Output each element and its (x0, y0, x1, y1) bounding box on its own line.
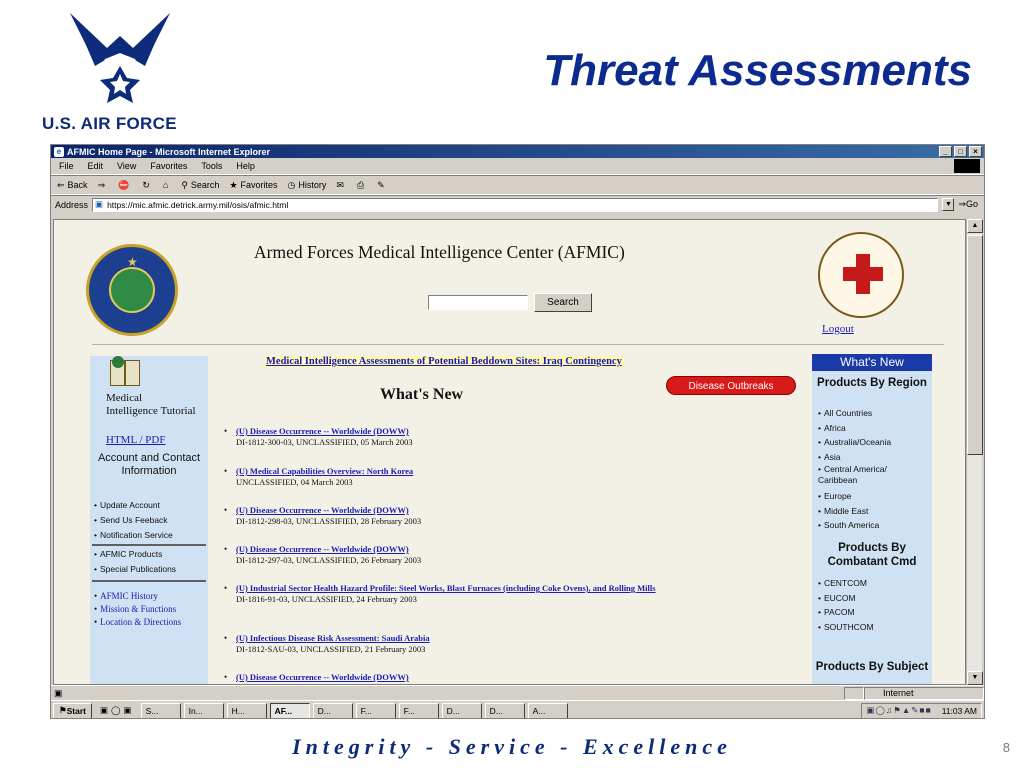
maximize-button[interactable]: □ (954, 146, 967, 157)
window-title: AFMIC Home Page - Microsoft Internet Explorer (67, 146, 271, 157)
news-title-link[interactable]: (U) Medical Capabilities Overview: North Korea (236, 466, 414, 476)
news-meta: DI-1812-SAU-03, UNCLASSIFIED, 21 February 2003 (236, 644, 426, 654)
site-search-input[interactable] (428, 295, 528, 310)
print-button[interactable] (357, 180, 367, 191)
account-item[interactable]: • Update Account (94, 498, 173, 513)
taskbar-button[interactable]: A... (528, 703, 568, 719)
address-label: Address (55, 199, 89, 210)
menu-help[interactable]: Help (236, 161, 255, 171)
region-item[interactable]: • Australia/Oceania (818, 435, 918, 450)
slide-footer: Integrity - Service - Excellence (292, 734, 732, 759)
region-item[interactable]: • Asia (818, 450, 918, 465)
taskbar-button[interactable]: H... (227, 703, 267, 719)
taskbar-button[interactable]: F... (399, 703, 439, 719)
refresh-icon: ↻ (142, 179, 150, 190)
news-meta: DI-1812-298-03, UNCLASSIFIED, 28 February 2003 (236, 516, 422, 526)
news-item (224, 583, 806, 605)
home-icon: ⌂ (162, 180, 169, 190)
news-item (224, 633, 806, 655)
taskbar-button[interactable]: S... (141, 703, 181, 719)
search-toolbar-label: Search (190, 180, 220, 190)
back-arrow-icon: ⇐ (57, 179, 65, 190)
forward-arrow-icon: ⇒ (97, 179, 106, 190)
page-icon: ▣ (95, 199, 104, 209)
news-meta: DI-1812-297-03, UNCLASSIFIED, 26 February 2003 (236, 555, 422, 565)
menu-edit[interactable]: Edit (87, 161, 104, 171)
favorites-button[interactable] (229, 180, 277, 191)
bullet: • (224, 426, 228, 436)
site-title: Armed Forces Medical Intelligence Center (AFMIC) (254, 242, 625, 262)
edit-icon: ✎ (377, 179, 385, 190)
news-title-link[interactable]: (U) Disease Occurrence -- Worldwide (DOWW) (236, 426, 409, 436)
products-list (94, 547, 176, 577)
about-item[interactable]: • AFMIC History (94, 590, 194, 603)
address-url: https://mic.afmic.detrick.army.mil/osis/afmic.html (107, 199, 289, 210)
browser-window (50, 144, 985, 719)
security-zone: Internet (864, 687, 984, 700)
products-item[interactable]: • Special Publications (94, 562, 176, 577)
go-label: Go (965, 199, 978, 209)
region-item[interactable]: • Middle East (818, 504, 918, 519)
menu-file[interactable]: File (59, 161, 74, 171)
command-item[interactable]: • CENTCOM (818, 576, 874, 591)
forward-button[interactable] (98, 180, 109, 191)
dia-seal-icon (86, 244, 178, 336)
about-item[interactable]: • Location & Directions (94, 616, 194, 629)
taskbar-button[interactable]: D... (485, 703, 525, 719)
news-item (224, 505, 806, 527)
stop-icon: ⛔ (118, 179, 130, 190)
system-tray (861, 703, 982, 719)
history-button[interactable] (288, 180, 327, 191)
account-heading: Account and Contact Information (97, 452, 201, 477)
air-force-wings-icon (65, 8, 175, 108)
news-meta: DI-1816-91-03, UNCLASSIFIED, 24 February 2003 (236, 594, 417, 604)
seal-star-icon: ★ (127, 255, 138, 269)
status-page-icon: ▣ (54, 687, 63, 698)
tutorial-title: Medical Intelligence Tutorial (106, 392, 196, 417)
status-bar (51, 685, 984, 700)
news-meta: UNCLASSIFIED, 04 March 2003 (236, 477, 353, 487)
news-title-link[interactable]: (U) Disease Occurrence -- Worldwide (DOWW) (236, 505, 409, 515)
command-item[interactable]: • SOUTHCOM (818, 620, 874, 635)
whats-new-button[interactable]: What's New (812, 354, 932, 371)
site-search-button[interactable]: Search (534, 293, 592, 312)
page-number: 8 (1002, 740, 1010, 755)
region-item[interactable]: • Africa (818, 421, 918, 436)
address-input[interactable] (92, 198, 938, 212)
address-bar (51, 195, 984, 213)
news-item (224, 672, 806, 683)
news-title-link[interactable]: (U) Industrial Sector Health Hazard Profile: Steel Works, Blast Furnaces (including Coke Ovens), and Rolling Mills (236, 583, 656, 593)
sidebar-divider (92, 544, 206, 546)
about-list (94, 590, 194, 629)
combatant-heading: Products By Combatant Cmd (827, 542, 917, 568)
clock: 11:03 AM (941, 705, 977, 716)
divider (92, 344, 944, 345)
vertical-scrollbar[interactable] (966, 219, 982, 685)
region-item[interactable]: • Europe (818, 489, 918, 504)
tray-icons[interactable]: ▣◯♫⚑▲✎■■ (866, 705, 932, 715)
news-title-link[interactable]: (U) Infectious Disease Risk Assessment: Saudi Arabia (236, 633, 430, 643)
bullet: • (224, 544, 228, 554)
region-item[interactable]: • All Countries (818, 406, 918, 421)
history-icon: ◷ (287, 179, 296, 190)
bullet: • (224, 466, 228, 476)
news-item (224, 544, 806, 566)
favorites-icon: ★ (229, 179, 238, 190)
taskbar-button[interactable]: F... (356, 703, 396, 719)
back-button[interactable] (57, 180, 88, 191)
menu-favorites[interactable]: Favorites (150, 161, 188, 171)
close-button[interactable]: × (969, 146, 982, 157)
products-item[interactable]: • AFMIC Products (94, 547, 176, 562)
print-icon: ⎙ (356, 179, 365, 190)
mail-button[interactable] (336, 180, 347, 191)
afmic-seal-icon (818, 232, 904, 318)
lock-icon (844, 687, 864, 700)
seal-globe (109, 267, 155, 313)
menu-view[interactable]: View (117, 161, 137, 171)
search-icon: ⚲ (181, 179, 188, 190)
go-button[interactable] (958, 199, 978, 210)
account-item[interactable]: • Send Us Feeback (94, 513, 173, 528)
bullet: • (224, 672, 228, 682)
address-dropdown-button[interactable]: ▼ (942, 198, 954, 211)
menu-bar (51, 158, 984, 175)
subject-heading: Products By Subject (815, 661, 929, 673)
taskbar-button[interactable]: In... (184, 703, 224, 719)
logout-link[interactable]: Logout (822, 323, 854, 335)
command-item[interactable]: • EUCOM (818, 591, 874, 606)
left-sidebar (90, 356, 208, 685)
start-button[interactable] (53, 703, 92, 719)
history-label: History (298, 180, 327, 190)
bullet: • (224, 633, 228, 643)
bullet: • (224, 583, 228, 593)
web-page (53, 219, 966, 685)
scroll-up-button[interactable]: ▲ (967, 219, 983, 233)
tutorial-links[interactable]: HTML / PDF (106, 434, 166, 446)
menu-tools[interactable]: Tools (201, 161, 223, 171)
account-list (94, 498, 173, 543)
favorites-label: Favorites (240, 180, 278, 190)
whats-new-heading: What's New (380, 386, 464, 403)
news-title-link[interactable]: (U) Disease Occurrence -- Worldwide (DOWW) (236, 544, 409, 554)
taskbar-button[interactable]: D... (442, 703, 482, 719)
org-name: U.S. AIR FORCE (42, 114, 177, 133)
mail-icon: ✉ (336, 179, 344, 190)
globe-icon (112, 356, 124, 368)
account-item[interactable]: • Notification Service (94, 528, 173, 543)
disease-outbreaks-button[interactable]: Disease Outbreaks (666, 376, 796, 395)
taskbar-button[interactable]: D... (313, 703, 353, 719)
title-bar (51, 145, 984, 158)
search-toolbar-button[interactable] (181, 180, 219, 191)
edit-button[interactable] (377, 180, 388, 191)
quick-launch-icons[interactable]: ▣◯▣ (100, 705, 135, 715)
scroll-thumb[interactable] (967, 235, 983, 455)
bullet: • (224, 505, 228, 515)
ie-icon: e (54, 147, 64, 157)
command-list (818, 576, 874, 634)
region-item[interactable]: • Central America/ Caribbean (818, 464, 918, 489)
slide-title: Threat Assessments (543, 46, 972, 95)
back-label: Back (67, 180, 88, 190)
sidebar-divider (92, 580, 206, 582)
toolbar (51, 175, 984, 195)
taskbar (51, 700, 984, 719)
stop-button[interactable] (118, 180, 132, 191)
medical-cross-icon (843, 254, 883, 294)
about-item[interactable]: • Mission & Functions (94, 603, 194, 616)
windows-flag-icon: ⚑ (59, 705, 67, 715)
go-arrow-icon: ⇒ (958, 199, 966, 209)
contingency-link[interactable]: Medical Intelligence Assessments of Potential Beddown Sites: Iraq Contingency (266, 356, 622, 367)
command-item[interactable]: • PACOM (818, 605, 874, 620)
minimize-button[interactable]: _ (939, 146, 952, 157)
scroll-down-button[interactable]: ▼ (967, 671, 983, 685)
taskbar-button-active[interactable]: AF... (270, 703, 310, 719)
region-list (818, 406, 918, 533)
news-item (224, 426, 806, 448)
news-meta: DI-1812-300-03, UNCLASSIFIED, 05 March 2003 (236, 437, 413, 447)
region-item[interactable]: • South America (818, 518, 918, 533)
home-button[interactable] (163, 180, 171, 190)
start-label: Start (66, 705, 86, 716)
refresh-button[interactable] (142, 180, 153, 191)
right-sidebar (812, 354, 932, 685)
news-item (224, 466, 806, 488)
region-heading: Products By Region (817, 377, 927, 389)
windows-logo-icon (954, 159, 980, 173)
news-title-link[interactable]: (U) Disease Occurrence -- Worldwide (DOWW) (236, 672, 409, 682)
